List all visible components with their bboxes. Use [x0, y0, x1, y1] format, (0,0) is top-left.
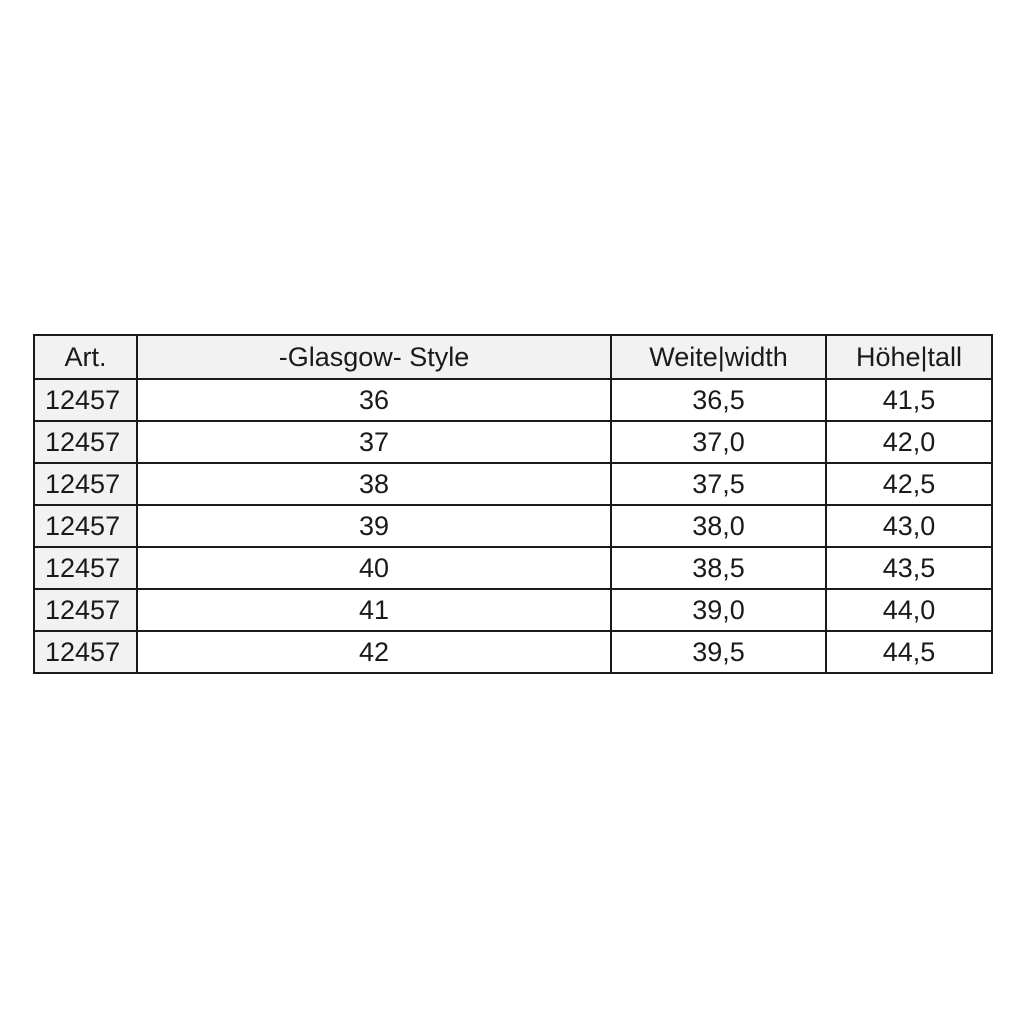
- tall-cell: 44,5: [826, 631, 992, 673]
- header-art: Art.: [34, 335, 137, 379]
- size-cell: 39: [137, 505, 611, 547]
- size-cell: 37: [137, 421, 611, 463]
- size-cell: 40: [137, 547, 611, 589]
- table-row: [34, 505, 992, 547]
- size-cell: 41: [137, 589, 611, 631]
- width-cell: 37,0: [611, 421, 826, 463]
- width-cell: 38,0: [611, 505, 826, 547]
- table-row: [34, 379, 992, 421]
- table-body: [34, 379, 992, 673]
- art-cell: 12457: [34, 589, 137, 631]
- width-cell: 39,0: [611, 589, 826, 631]
- table-row: [34, 421, 992, 463]
- header-style: -Glasgow- Style: [137, 335, 611, 379]
- tall-cell: 44,0: [826, 589, 992, 631]
- tall-cell: 41,5: [826, 379, 992, 421]
- size-cell: 38: [137, 463, 611, 505]
- header-row: [34, 335, 992, 379]
- width-cell: 36,5: [611, 379, 826, 421]
- art-cell: 12457: [34, 631, 137, 673]
- art-cell: 12457: [34, 547, 137, 589]
- art-cell: 12457: [34, 463, 137, 505]
- size-table: [33, 334, 993, 674]
- width-cell: 39,5: [611, 631, 826, 673]
- table-row: [34, 547, 992, 589]
- size-cell: 36: [137, 379, 611, 421]
- table-row: [34, 463, 992, 505]
- table-header: [34, 335, 992, 379]
- width-cell: 38,5: [611, 547, 826, 589]
- tall-cell: 42,0: [826, 421, 992, 463]
- tall-cell: 43,0: [826, 505, 992, 547]
- width-cell: 37,5: [611, 463, 826, 505]
- header-tall: Höhe|tall: [826, 335, 992, 379]
- art-cell: 12457: [34, 379, 137, 421]
- header-width: Weite|width: [611, 335, 826, 379]
- table-row: [34, 631, 992, 673]
- tall-cell: 42,5: [826, 463, 992, 505]
- art-cell: 12457: [34, 421, 137, 463]
- size-cell: 42: [137, 631, 611, 673]
- art-cell: 12457: [34, 505, 137, 547]
- table-row: [34, 589, 992, 631]
- tall-cell: 43,5: [826, 547, 992, 589]
